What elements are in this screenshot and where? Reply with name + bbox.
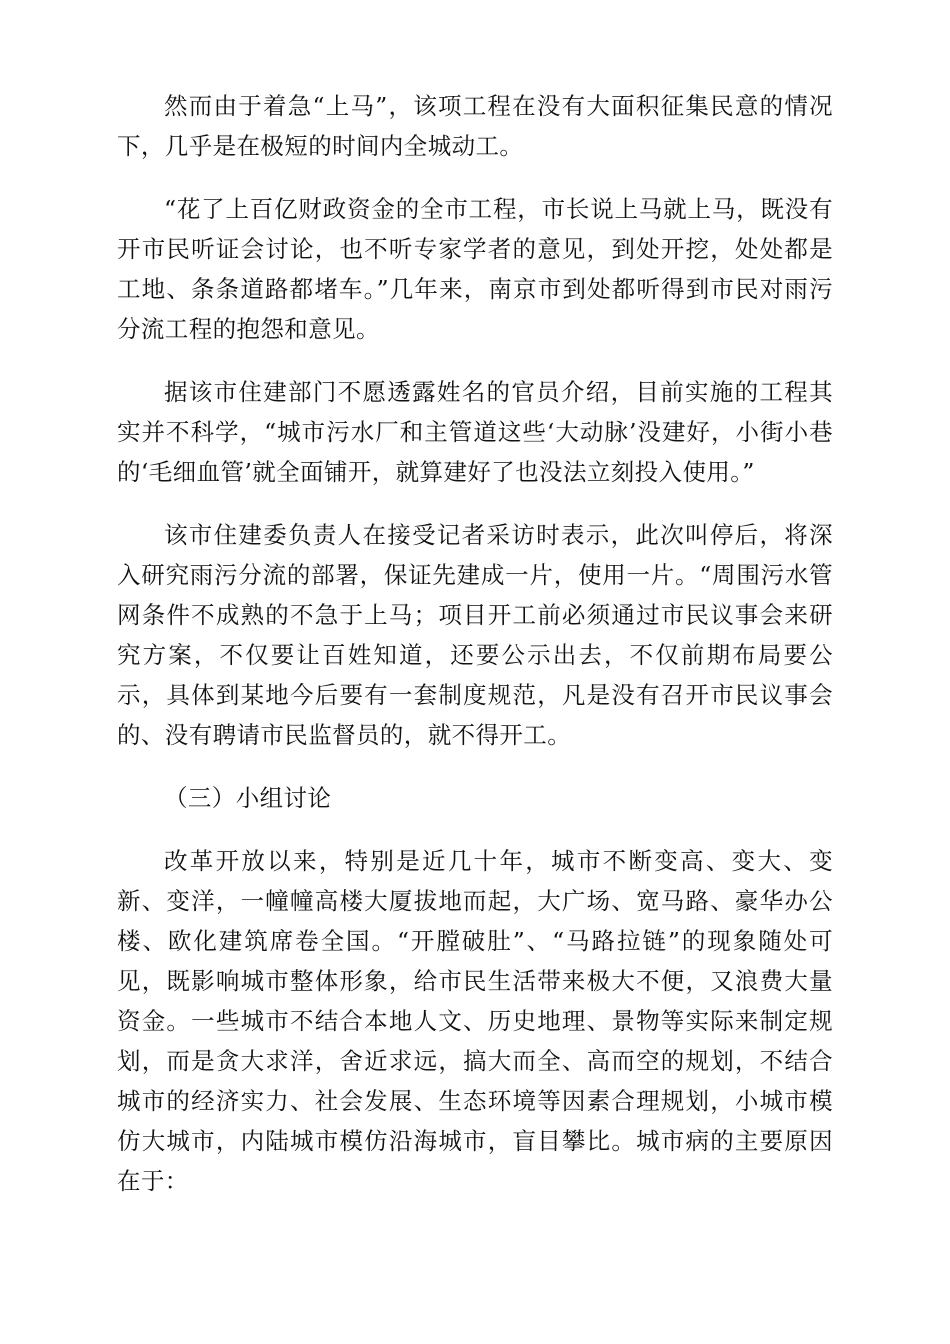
section-heading: （三）小组讨论 bbox=[164, 784, 332, 812]
document-page bbox=[117, 86, 833, 1224]
paragraph-1: 然而由于着急“上马”，该项工程在没有大面积征集民意的情况下，几乎是在极短的时间内全城动工。 bbox=[117, 92, 833, 160]
paragraph-3: 据该市住建部门不愿透露姓名的官员介绍，目前实施的工程其实并不科学，“城市污水厂和主管道这些‘大动脉’没建好，小街小巷的‘毛细血管’就全面铺开，就算建好了也没法立刻投入使用。” bbox=[117, 378, 833, 486]
paragraph-5: 改革开放以来，特别是近几十年，城市不断变高、变大、变新、变洋，一幢幢高楼大厦拔地而起，大广场、宽马路、豪华办公楼、欧化建筑席卷全国。“开膛破肚”、“马路拉链”的现象随处可见，既影响城市整体形象，给市民生活带来极大不便，又浪费大量资金。一些城市不结合本地人文、历史地理、景物等实际来制定规划，而是贪大求洋，舍近求远，搞大而全、高而空的规划，不结合城市的经济实力、社会发展、生态环境等因素合理规划，小城市模仿大城市，内陆城市模仿沿海城市，盲目攀比。城市病的主要原因在于： bbox=[117, 847, 833, 1195]
paragraph-4: 该市住建委负责人在接受记者采访时表示，此次叫停后，将深入研究雨污分流的部署，保证先建成一片，使用一片。“周围污水管网条件不成熟的不急于上马；项目开工前必须通过市民议事会来研究方案，不仅要让百姓知道，还要公示出去，不仅前期布局要公示，具体到某地今后要有一套制度规范，凡是没有召开市民议事会的、没有聘请市民监督员的，就不得开工。 bbox=[117, 521, 833, 749]
paragraph-2: “花了上百亿财政资金的全市工程，市长说上马就上马，既没有开市民听证会讨论，也不听专家学者的意见，到处开挖，处处都是工地、条条道路都堵车。”几年来，南京市到处都听得到市民对雨污分流工程的抱怨和意见。 bbox=[117, 195, 833, 343]
